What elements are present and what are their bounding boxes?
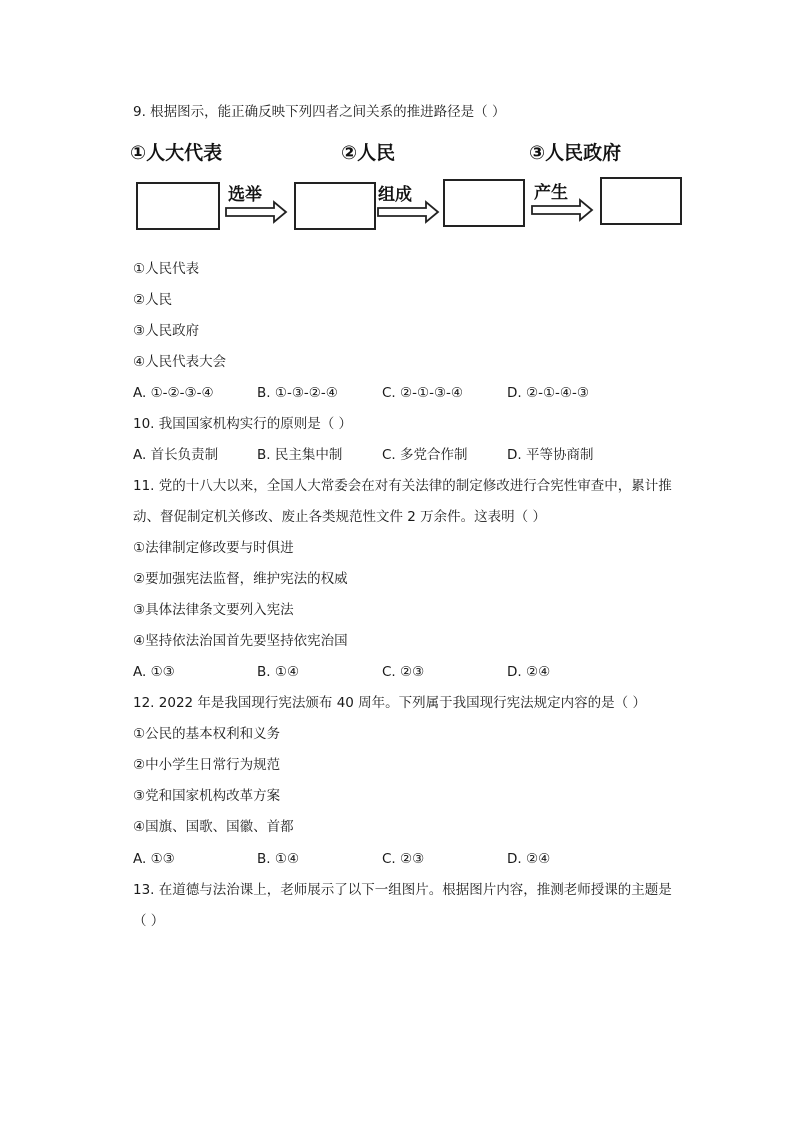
q12-item-3: ③党和国家机构改革方案 — [133, 788, 281, 804]
q11-item-4: ④坚持依法治国首先要坚持依宪治国 — [133, 633, 348, 649]
q11-option-d: D. ②④ — [507, 664, 551, 680]
figure-label-2: ②人民 — [341, 142, 396, 164]
q12-stem: 12. 2022 年是我国现行宪法颁布 40 周年。下列属于我国现行宪法规定内容的是（ ） — [133, 695, 646, 711]
arrow-label-3: 产生 — [534, 183, 568, 203]
q12-item-1: ①公民的基本权利和义务 — [133, 726, 281, 742]
q12-item-2: ②中小学生日常行为规范 — [133, 757, 281, 773]
q9-item-1: ①人民代表 — [133, 261, 200, 277]
q11-item-2: ②要加强宪法监督，维护宪法的权威 — [133, 571, 348, 587]
arrow-icons — [128, 134, 690, 242]
q12-option-c: C. ②③ — [382, 851, 425, 867]
q12-option-a: A. ①③ — [133, 851, 175, 867]
arrow-label-2: 组成 — [378, 185, 412, 205]
right-arrow-icon — [226, 202, 286, 222]
q9-option-d: D. ②-①-④-③ — [507, 385, 590, 401]
q11-stem-line1: 11. 党的十八大以来，全国人大常委会在对有关法律的制定修改进行合宪性审查中，累计推 — [133, 478, 672, 494]
q11-option-a: A. ①③ — [133, 664, 175, 680]
q9-option-a: A. ①-②-③-④ — [133, 385, 214, 401]
q13-stem-line2: （ ） — [133, 913, 165, 929]
q9-stem: 9. 根据图示，能正确反映下列四者之间关系的推进路径是（ ） — [133, 104, 506, 120]
right-arrow-icon — [532, 200, 592, 220]
q10-stem: 10. 我国国家机构实行的原则是（ ） — [133, 416, 353, 432]
figure-label-3: ③人民政府 — [529, 142, 622, 164]
q10-option-d: D. 平等协商制 — [507, 447, 594, 463]
q11-option-c: C. ②③ — [382, 664, 425, 680]
q12-item-4: ④国旗、国歌、国徽、首都 — [133, 819, 294, 835]
q9-option-c: C. ②-①-③-④ — [382, 385, 464, 401]
q13-stem-line1: 13. 在道德与法治课上，老师展示了以下一组图片。根据图片内容，推测老师授课的主题是 — [133, 882, 672, 898]
right-arrow-icon — [378, 202, 438, 222]
q12-option-d: D. ②④ — [507, 851, 551, 867]
q12-option-b: B. ①④ — [257, 851, 300, 867]
q9-item-4: ④人民代表大会 — [133, 354, 227, 370]
q9-figure — [128, 134, 690, 242]
q9-item-2: ②人民 — [133, 292, 173, 308]
q9-item-3: ③人民政府 — [133, 323, 200, 339]
q11-item-3: ③具体法律条文要列入宪法 — [133, 602, 294, 618]
q10-option-c: C. 多党合作制 — [382, 447, 468, 463]
q10-option-b: B. 民主集中制 — [257, 447, 343, 463]
q10-option-a: A. 首长负责制 — [133, 447, 219, 463]
q9-option-b: B. ①-③-②-④ — [257, 385, 338, 401]
arrow-label-1: 选举 — [228, 185, 262, 205]
figure-label-1: ①人大代表 — [130, 142, 223, 164]
q11-option-b: B. ①④ — [257, 664, 300, 680]
q11-stem-line2: 动、督促制定机关修改、废止各类规范性文件 2 万余件。这表明（ ） — [133, 509, 546, 525]
q11-item-1: ①法律制定修改要与时俱进 — [133, 540, 294, 556]
